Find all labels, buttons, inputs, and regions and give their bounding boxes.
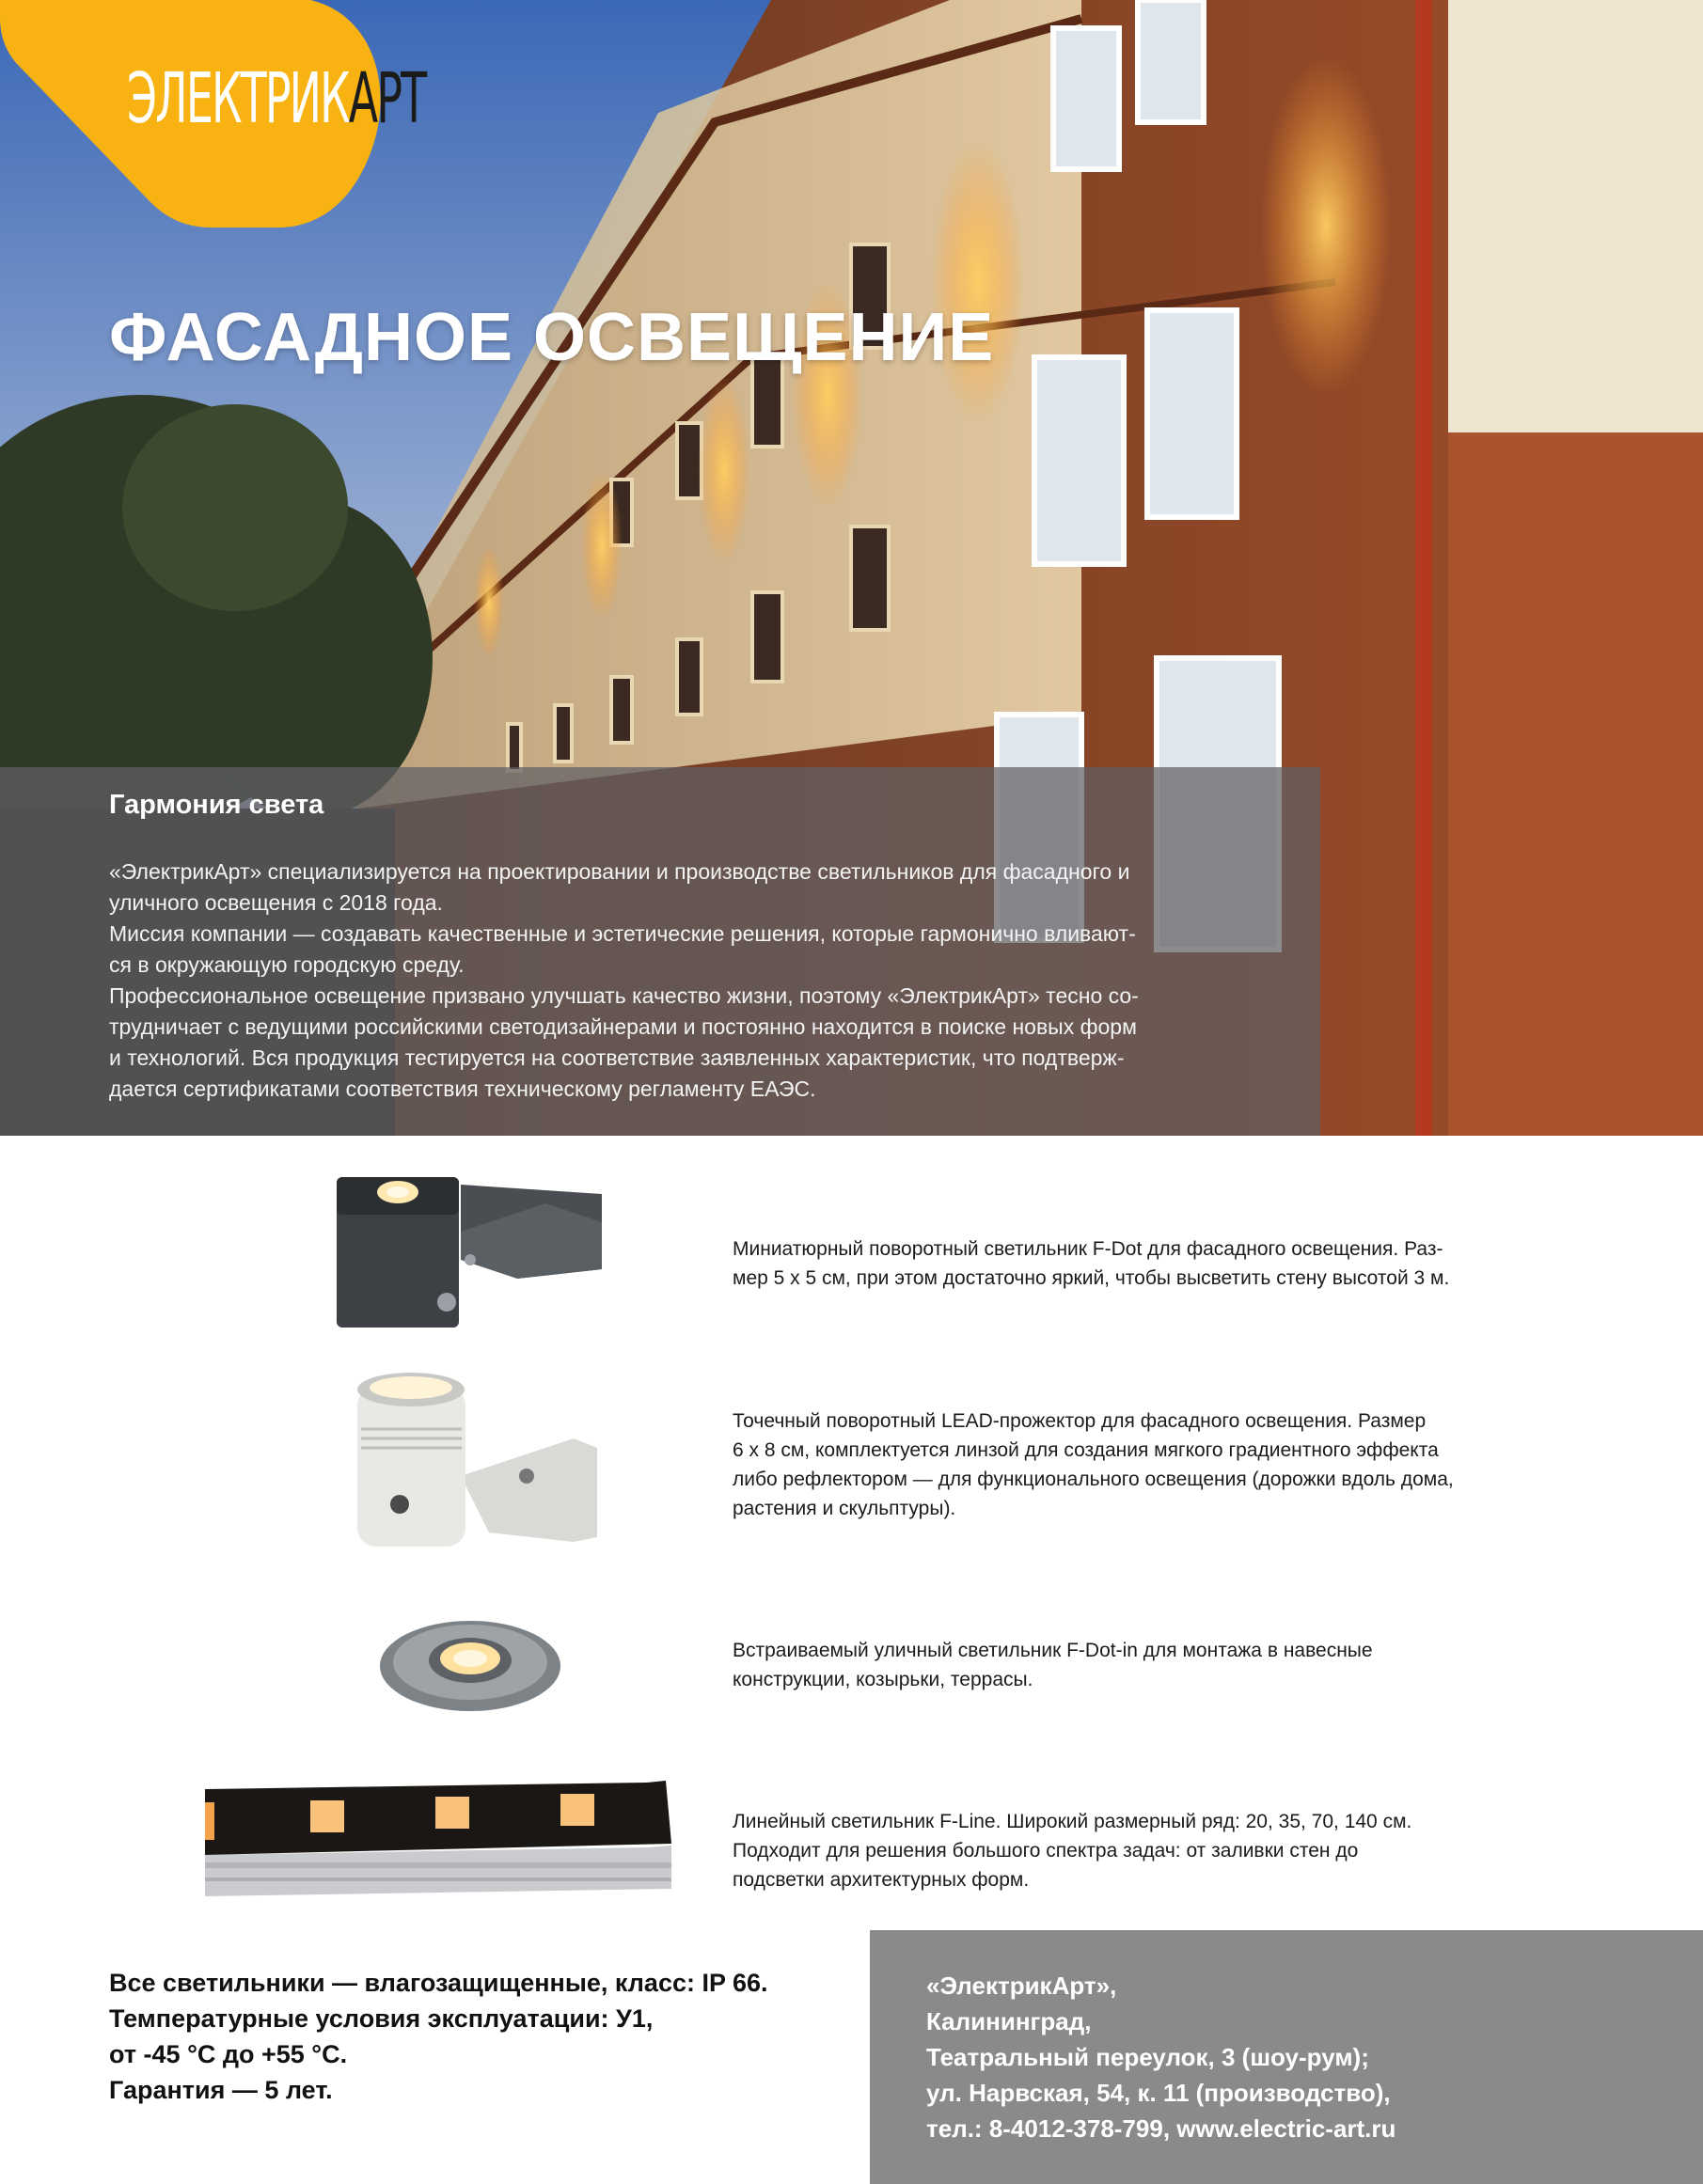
- product-description-lead: [733, 1406, 1454, 1523]
- contact-city: Калининград,: [926, 2007, 1092, 2035]
- page-title: ФАСАДНОЕ ОСВЕЩЕНИЕ: [109, 300, 995, 375]
- spec-line: Все светильники — влагозащищенные, класс: IP 66.: [109, 1969, 768, 1997]
- product-text-line: 6 х 8 см, комплектуется линзой для создания мягкого градиентного эффекта: [733, 1439, 1439, 1461]
- logo-word-electric: ЭЛЕКТРИК: [127, 58, 349, 139]
- product-text-line: Точечный поворотный LEAD-прожектор для фасадного освещения. Размер: [733, 1410, 1427, 1432]
- product-description-f-line: [733, 1807, 1411, 1894]
- intro-text-line: трудничает с ведущими российскими светодизайнерами и постоянно находится в поиске новых форм: [109, 1014, 1137, 1039]
- spec-line: Гарантия — 5 лет.: [109, 2076, 333, 2104]
- logo-word-art: АРТ: [348, 58, 426, 139]
- intro-text-line: «ЭлектрикАрт» специализируется на проектировании и производстве светильников для фасадного и: [109, 859, 1130, 884]
- product-text-line: либо рефлектором — для функционального освещения (дорожки вдоль дома,: [733, 1469, 1454, 1490]
- intro-heading: Гармония света: [109, 790, 324, 820]
- intro-text-line: и технологий. Вся продукция тестируется на соответствие заявленных характеристик, что подтверж-: [109, 1045, 1125, 1070]
- product-text-line: Линейный светильник F-Line. Широкий размерный ряд: 20, 35, 70, 140 см.: [733, 1811, 1412, 1832]
- contact-company: «ЭлектрикАрт»,: [926, 1972, 1117, 2000]
- contact-production-address: ул. Нарвская, 54, к. 11 (производство),: [926, 2079, 1391, 2107]
- intro-panel: [0, 767, 1320, 1136]
- product-text-line: растения и скульптуры).: [733, 1498, 956, 1519]
- product-text-line: мер 5 х 5 см, при этом достаточно яркий, чтобы высветить стену высотой 3 м.: [733, 1267, 1450, 1289]
- spec-line: от -45 °С до +55 °С.: [109, 2040, 348, 2068]
- f-line-linear-image: [205, 1780, 671, 1896]
- intro-text-line: ся в окружающую городскую среду.: [109, 952, 465, 977]
- brand-logo[interactable]: [127, 58, 426, 139]
- product-text-line: подсветки архитектурных форм.: [733, 1869, 1030, 1891]
- contact-showroom-address: Театральный переулок, 3 (шоу-рум);: [926, 2043, 1369, 2071]
- lead-projector-image: [348, 1363, 602, 1551]
- product-text-line: Подходит для решения большого спектра задач: от заливки стен до: [733, 1840, 1359, 1862]
- specs-block: [109, 1965, 768, 2108]
- product-text-line: Встраиваемый уличный светильник F-Dot-in для монтажа в навесные: [733, 1640, 1373, 1661]
- intro-text-line: уличного освещения с 2018 года.: [109, 890, 443, 915]
- f-dot-fixture-image: [329, 1166, 611, 1335]
- spec-line: Температурные условия эксплуатации: У1,: [109, 2004, 654, 2033]
- product-description-f-dot: [733, 1234, 1449, 1293]
- product-text-line: Миниатюрный поворотный светильник F-Dot для фасадного освещения. Раз-: [733, 1238, 1443, 1260]
- intro-text-line: дается сертификатами соответствия техническому регламенту ЕАЭС.: [109, 1076, 816, 1101]
- intro-text-line: Миссия компании — создавать качественные и эстетические решения, которые гармонично вливают-: [109, 921, 1136, 946]
- contact-phone-website[interactable]: тел.: 8-4012-378-799, www.electric-art.ru: [926, 2114, 1396, 2143]
- product-text-line: конструкции, козырьки, террасы.: [733, 1669, 1033, 1690]
- intro-text-line: Профессиональное освещение призвано улучшать качество жизни, поэтому «ЭлектрикАрт» тесно со-: [109, 983, 1139, 1008]
- f-dot-in-recessed-image: [376, 1610, 564, 1713]
- contact-panel: [870, 1930, 1703, 2184]
- product-description-f-dot-in: [733, 1636, 1373, 1694]
